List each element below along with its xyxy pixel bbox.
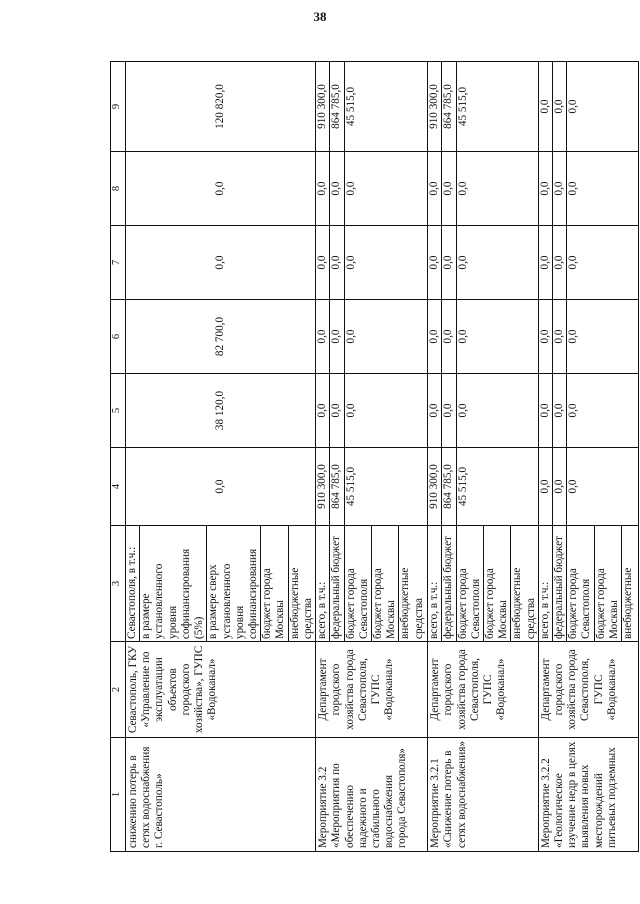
source-line: внебюджетные [622, 567, 635, 639]
source-line: бюджет города Севастополя [457, 526, 484, 641]
value-city: 0,0 [344, 403, 357, 418]
value-city: 0,0 [456, 255, 469, 270]
value-city: 0,0 [456, 403, 469, 418]
table-row [538, 62, 638, 852]
table-row [428, 62, 539, 852]
executor: Департамент городского хозяйства города Севастополя, ГУПС «Водоканал» [316, 642, 428, 738]
source-line: в размере сверх установленного уровня софинансирования [207, 526, 261, 641]
value-federal: 0,0 [442, 374, 456, 447]
source-line: федеральный бюджет [553, 526, 567, 641]
value-federal: 864 785,0 [330, 448, 344, 525]
value-cell: 0,0 [126, 448, 316, 526]
value-total: 0,0 [539, 152, 553, 225]
column-header: 4 [111, 448, 126, 526]
source-line: Севастополя, в т.ч.: [126, 526, 140, 641]
value-total: 0,0 [539, 62, 553, 151]
value-cell: 0,0 [126, 152, 316, 226]
value-total: 910 300,0 [428, 448, 442, 525]
table-row [126, 62, 316, 852]
measure-name: Мероприятие 3.2.2 «Геологическое изучение недр в целях выявления новых месторождений питьевых подземных [538, 738, 638, 852]
value-cell: 82 700,0 [126, 300, 316, 374]
value-cell [316, 152, 428, 226]
source-line: внебюджетные средства [399, 567, 425, 639]
value-cell [538, 226, 638, 300]
column-header: 7 [111, 226, 126, 300]
value-cell [316, 226, 428, 300]
value-city: 0,0 [567, 255, 580, 270]
measure-name: Мероприятие 3.2 «Мероприятия по обеспечению надежного и стабильного водоснабжения города Севастополя» [316, 738, 428, 852]
value-total: 0,0 [428, 152, 442, 225]
value-total: 0,0 [316, 374, 330, 447]
value-cell [428, 62, 539, 152]
source-line: всего, в т.ч.: [428, 526, 442, 641]
value-city: 0,0 [456, 181, 469, 196]
value-federal: 0,0 [330, 374, 344, 447]
value-cell [316, 374, 428, 448]
column-header: 1 [111, 738, 126, 852]
value-total: 0,0 [539, 226, 553, 299]
value-cell [428, 374, 539, 448]
value-total: 910 300,0 [316, 62, 330, 151]
value-city: 0,0 [567, 479, 580, 494]
value-cell: 0,0 [126, 226, 316, 300]
source-line: бюджет города Москвы [261, 526, 288, 641]
source-line: внебюджетные средства [288, 567, 314, 639]
value-federal: 864 785,0 [330, 62, 344, 151]
value-total: 0,0 [428, 226, 442, 299]
column-header: 6 [111, 300, 126, 374]
source-line: бюджет города Севастополя [345, 526, 372, 641]
value-cell: 120 820,0 [126, 62, 316, 152]
value-total: 0,0 [316, 300, 330, 373]
value-federal: 864 785,0 [442, 448, 456, 525]
executor: Севастополь, ГКУ «Управление по эксплуатации объектов городского хозяйства», ГУПС «Водоканал» [126, 642, 316, 738]
value-federal: 0,0 [330, 152, 344, 225]
value-city: 0,0 [344, 329, 357, 344]
value-federal: 0,0 [442, 226, 456, 299]
value-cell [316, 300, 428, 374]
column-header: 5 [111, 374, 126, 448]
value-total: 0,0 [539, 300, 553, 373]
executor: Департамент городского хозяйства города Севастополя, ГУПС «Водоканал» [538, 642, 638, 738]
value-cell [316, 448, 428, 526]
value-total: 0,0 [316, 152, 330, 225]
header-row [111, 62, 126, 852]
value-federal: 0,0 [553, 62, 567, 151]
value-federal: 864 785,0 [442, 62, 456, 151]
value-total: 0,0 [428, 300, 442, 373]
column-header: 8 [111, 152, 126, 226]
value-cell [428, 226, 539, 300]
value-cell [428, 152, 539, 226]
value-federal: 0,0 [553, 300, 567, 373]
value-city: 0,0 [567, 329, 580, 344]
measure-name: Мероприятие 3.2.1 «Снижение потерь в сетях водоснабжения» [428, 738, 539, 852]
source-line: всего, в т.ч.: [316, 526, 330, 641]
value-federal: 0,0 [330, 300, 344, 373]
source-line: бюджет города Москвы [372, 526, 399, 641]
value-total: 910 300,0 [316, 448, 330, 525]
value-federal: 0,0 [553, 374, 567, 447]
value-cell [538, 448, 638, 526]
column-header: 2 [111, 642, 126, 738]
value-city: 0,0 [567, 99, 580, 114]
value-city: 45 515,0 [456, 466, 469, 507]
value-total: 0,0 [539, 448, 553, 525]
value-city: 0,0 [344, 255, 357, 270]
value-cell: 38 120,0 [126, 374, 316, 448]
value-city: 0,0 [344, 181, 357, 196]
source-line: внебюджетные средства [511, 567, 537, 639]
page-number: 38 [313, 9, 327, 24]
source-line: всего, в т.ч.: [539, 526, 553, 641]
value-city: 45 515,0 [456, 86, 469, 127]
column-header: 3 [111, 526, 126, 642]
value-city: 45 515,0 [344, 86, 357, 127]
value-cell [316, 62, 428, 152]
source-line: бюджет города Севастополя [567, 526, 594, 641]
value-total: 0,0 [539, 374, 553, 447]
value-cell [538, 300, 638, 374]
source-line: бюджет города Москвы [595, 526, 622, 641]
value-cell [538, 374, 638, 448]
source-line: федеральный бюджет [442, 526, 456, 641]
rotated-table-wrapper [110, 62, 635, 852]
value-city: 0,0 [567, 403, 580, 418]
value-cell [538, 62, 638, 152]
value-city: 0,0 [567, 181, 580, 196]
value-cell [428, 448, 539, 526]
value-total: 0,0 [428, 374, 442, 447]
value-federal: 0,0 [442, 300, 456, 373]
value-cell [428, 300, 539, 374]
value-cell [538, 152, 638, 226]
table-row [316, 62, 428, 852]
source-line: в размере установленного уровня софинансирования (5%) [140, 526, 207, 641]
value-total: 910 300,0 [428, 62, 442, 151]
value-city: 45 515,0 [344, 466, 357, 507]
funding-sources [538, 526, 638, 642]
executor: Департамент городского хозяйства города Севастополя, ГУПС «Водоканал» [428, 642, 539, 738]
measure-name: снижению потерь в сетях водоснабжения г. Севастополь» [126, 738, 316, 852]
funding-sources [126, 526, 316, 642]
value-city: 0,0 [456, 329, 469, 344]
value-federal: 0,0 [330, 226, 344, 299]
value-federal: 0,0 [442, 152, 456, 225]
funding-sources [316, 526, 428, 642]
value-federal: 0,0 [553, 226, 567, 299]
value-federal: 0,0 [553, 448, 567, 525]
column-header: 9 [111, 62, 126, 152]
value-total: 0,0 [316, 226, 330, 299]
funding-table [110, 61, 639, 852]
funding-sources [428, 526, 539, 642]
value-federal: 0,0 [553, 152, 567, 225]
source-line: федеральный бюджет [330, 526, 344, 641]
source-line: бюджет города Москвы [484, 526, 511, 641]
